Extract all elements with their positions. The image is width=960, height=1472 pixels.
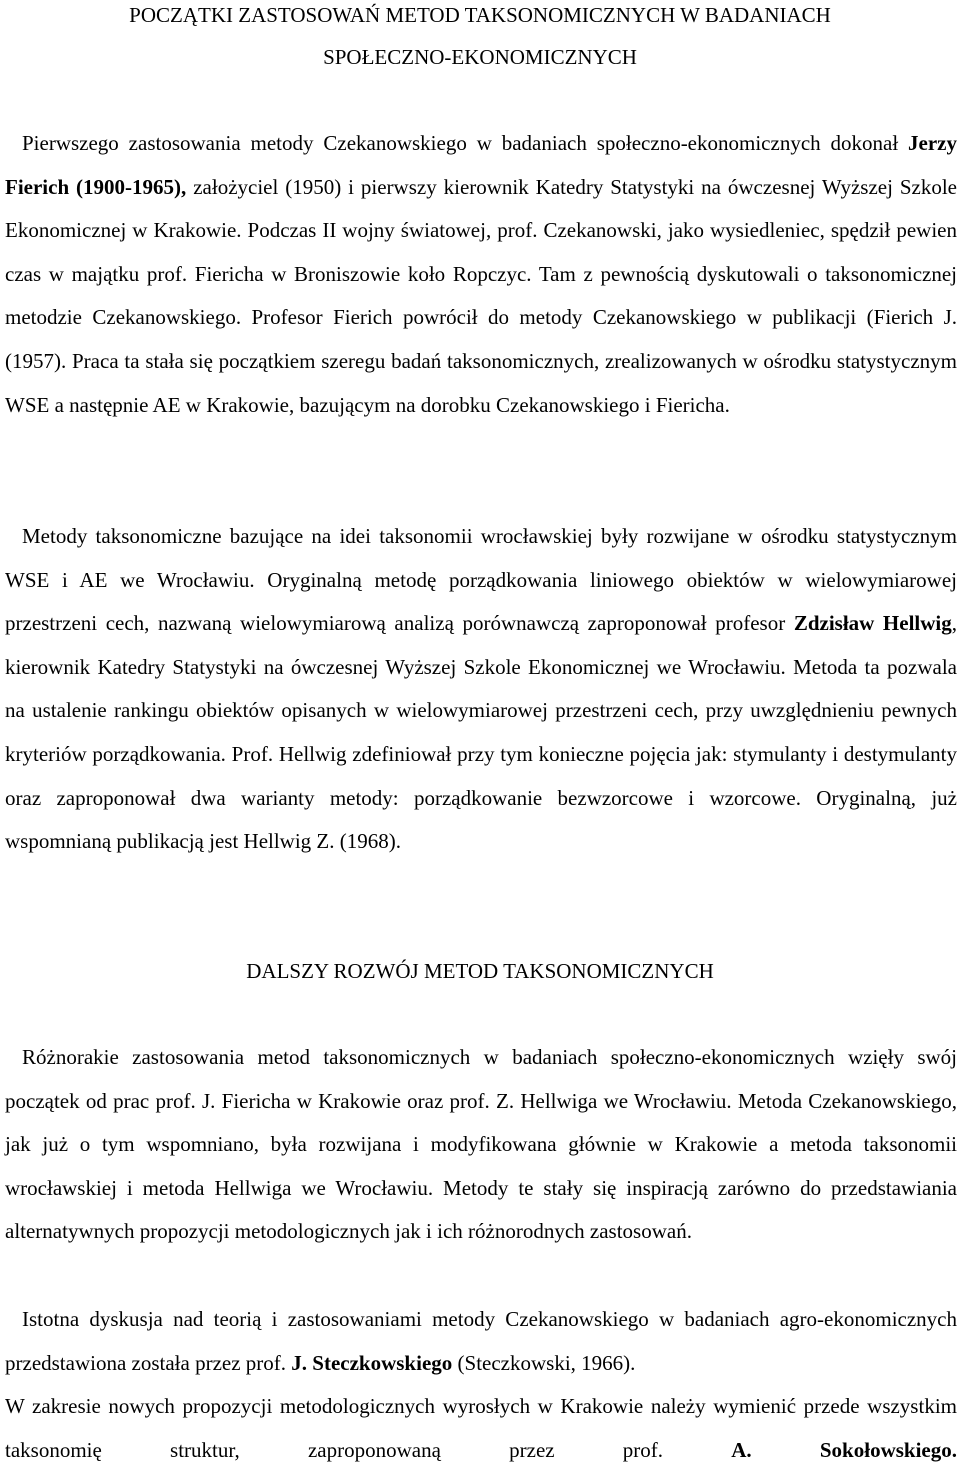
bold-name: Zdzisław Hellwig	[793, 611, 952, 636]
paragraph-text: W zakresie nowych propozycji metodologicznych wyrosłych w Krakowie należy wymienić przede wszystkim taksonomię struktur, zaproponowaną przez prof.	[5, 1394, 957, 1462]
bold-name: Jerzy Fierich (1900-1965),	[5, 131, 957, 199]
paragraph-fierich	[5, 122, 957, 427]
paragraph-text: Metody taksonomiczne bazujące na idei taksonomii wrocławskiej były rozwijane w ośrodku statystycznym WSE i AE we Wrocławiu. Oryginalną metodę porządkowania liniowego obiektów w wielowymiarowej przestrzeni cech, nazwaną wielowymiarową analizą porównawczą zaproponował profesor	[5, 524, 957, 636]
paragraph-steczkowski	[5, 1298, 957, 1385]
paragraph-text: Pierwszego zastosowania metody Czekanowskiego w badaniach społeczno-ekonomicznych dokonał	[22, 131, 909, 155]
paragraph-sokolowski	[5, 1385, 957, 1472]
paragraph-text: (Steczkowski, 1966).	[452, 1350, 636, 1375]
section-heading-further-development: DALSZY ROZWÓJ METOD TAKSONOMICZNYCH	[246, 959, 714, 983]
paragraph-text: , kierownik Katedry Statystyki na ówczesnej Wyższej Szkole Ekonomicznej we Wrocławiu. Metoda ta pozwala na ustalenie rankingu obiektów opisanych w wielowymiarowej przestrzeni cech, przy uwzględnieniu pewnych kryteriów porządkowania. Prof. Hellwig zdefiniował przy tym konieczne pojęcia jak: stymulanty i destymulanty oraz zaproponował dwa warianty metody: porządkowanie bezwzorcowe i wzorcowe. Oryginalną, już wspomnianą publikacją jest Hellwig Z. (1968).	[5, 611, 957, 854]
paragraph-applications	[5, 1036, 957, 1254]
heading-line-2: SPOŁECZNO-EKONOMICZNYCH	[323, 45, 637, 69]
paragraph-text: Różnorakie zastosowania metod taksonomicznych w badaniach społeczno-ekonomicznych wzięły swój początek od prac prof. J. Fiericha w Krakowie oraz prof. Z. Hellwiga we Wrocławiu. Metoda Czekanowskiego, jak już o tym wspomniano, była rozwijana i modyfikowana głównie w Krakowie a metoda taksonomii wrocławskiej i metoda Hellwiga we Wrocławiu. Metody te stały się inspiracją zarówno do przedstawiania alternatywnych propozycji metodologicznych jak i ich różnorodnych zastosowań.	[5, 1045, 957, 1244]
bold-name: A. Sokołowskiego.	[731, 1437, 957, 1462]
section-heading-beginnings	[5, 0, 955, 78]
paragraph-text: Istotna dyskusja nad teorią i zastosowaniami metody Czekanowskiego w badaniach agro-ekonomicznych przedstawiona została przez prof.	[5, 1307, 957, 1375]
paragraph-hellwig	[5, 515, 957, 864]
paragraph-text: założyciel (1950) i pierwszy kierownik Katedry Statystyki na ówczesnej Wyższej Szkole Ekonomicznej w Krakowie. Podczas II wojny światowej, prof. Czekanowski, jako wysiedleniec, spędził pewien czas w majątku prof. Fiericha w Broniszowie koło Ropczyc. Tam z pewnością dyskutowali o taksonomicznej metodzie Czekanowskiego. Profesor Fierich powrócił do metody Czekanowskiego w publikacji (Fierich J. (1957). Praca ta stała się początkiem szeregu badań taksonomicznych, zrealizowanych w ośrodku statystycznym WSE a następnie AE w Krakowie, bazującym na dorobku Czekanowskiego i Fiericha.	[5, 174, 957, 417]
heading-line-1: POCZĄTKI ZASTOSOWAŃ METOD TAKSONOMICZNYCH W BADANIACH	[129, 3, 831, 27]
bold-name: J. Steczkowskiego	[291, 1350, 453, 1375]
